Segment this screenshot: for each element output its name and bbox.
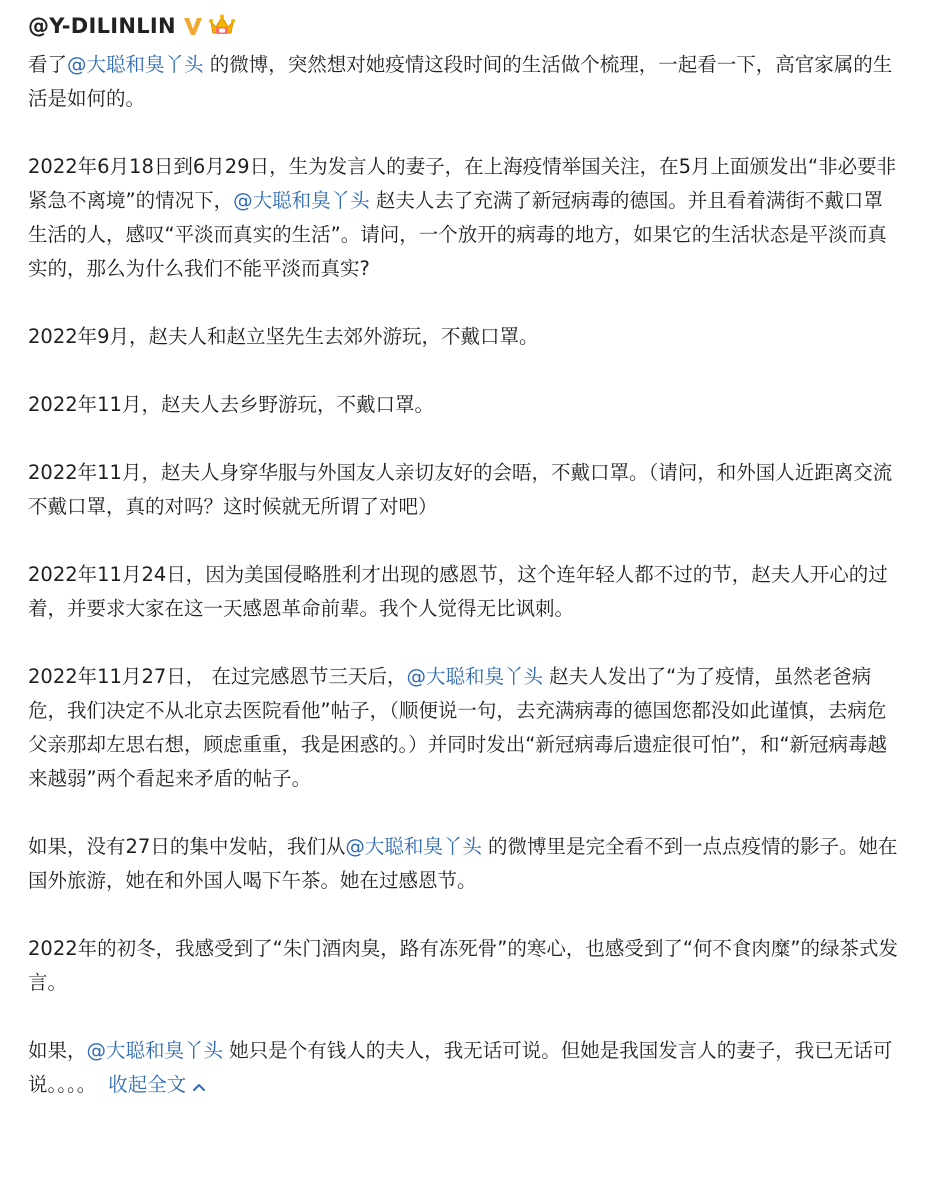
paragraph-7: [28, 660, 902, 796]
paragraph-text: 2022年11月27日， 在过完感恩节三天后，: [28, 665, 407, 688]
post-content: [28, 48, 902, 1103]
paragraph-8: [28, 830, 902, 898]
mention-link[interactable]: @大聪和臭丫头: [67, 53, 204, 76]
paragraph-6: 2022年11月24日，因为美国侵略胜利才出现的感恩节，这个连年轻人都不过的节，赵夫人开心的过着，并要求大家在这一天感恩革命前辈。我个人觉得无比讽刺。: [28, 563, 888, 620]
paragraph-text: 看了: [28, 53, 68, 76]
collapse-full-text-link[interactable]: [108, 1073, 206, 1096]
paragraph-text: 如果，: [28, 1039, 87, 1062]
chevron-up-icon[interactable]: [192, 1069, 206, 1103]
paragraph-text: 的微博，突然想对她疫情这段时间的生活做个梳理，一起看一下，高官家属的生活是如何的。: [28, 53, 893, 110]
mention-link[interactable]: @大聪和臭丫头: [233, 189, 370, 212]
paragraph-5: 2022年11月，赵夫人身穿华服与外国友人亲切友好的会晤，不戴口罩。（请问，和外国人近距离交流不戴口罩，真的对吗？这时候就无所谓了对吧）: [28, 461, 893, 518]
username-link[interactable]: @Y-DILINLIN: [28, 14, 176, 38]
paragraph-10: [28, 1034, 902, 1103]
mention-link[interactable]: @大聪和臭丫头: [345, 835, 482, 858]
paragraph-4: 2022年11月，赵夫人去乡野游玩，不戴口罩。: [28, 393, 434, 416]
paragraph-text: 她只是个有钱人的夫人，我无话可说。但她是我国发言人的妻子，我已无话可说。。。。: [28, 1039, 893, 1096]
mention-link[interactable]: @大聪和臭丫头: [86, 1039, 224, 1062]
paragraph-text: 赵夫人发出了“为了疫情，虽然老爸病危，我们决定不从北京去医院看他”帖子，（顺便说一句，去充满病毒的德国您都没如此谨慎，去病危父亲那却左思右想，顾虑重重，我是困惑的。）并同时发出“新冠病毒后遗症很可怕”，和“新冠病毒越来越弱”两个看起来矛盾的帖子。: [28, 665, 888, 790]
paragraph-9: 2022年的初冬，我感受到了“朱门酒肉臭，路有冻死骨”的寒心，也感受到了“何不食肉糜”的绿茶式发言。: [28, 937, 899, 994]
collapse-label[interactable]: 收起全文: [108, 1073, 187, 1096]
post-header: [28, 8, 902, 44]
crown-member-icon[interactable]: [208, 13, 236, 39]
paragraph-text: 2022年6月18日到6月29日，生为发言人的妻子，在上海疫情举国关注，在5月上面颁发出“非必要非紧急不离境”的情况下，: [28, 155, 897, 212]
mention-link[interactable]: @大聪和臭丫头: [406, 665, 543, 688]
paragraph-text: 的微博里是完全看不到一点点疫情的影子。她在国外旅游，她在和外国人喝下午茶。她在过感恩节。: [28, 835, 898, 892]
paragraph-text: 如果，没有27日的集中发帖，我们从: [28, 835, 346, 858]
paragraph-3: 2022年9月，赵夫人和赵立坚先生去郊外游玩，不戴口罩。: [28, 325, 539, 348]
paragraph-1: [28, 48, 902, 116]
paragraph-2: [28, 150, 902, 286]
verified-v-icon[interactable]: [182, 15, 204, 37]
paragraph-text: 赵夫人去了充满了新冠病毒的德国。并且看着满街不戴口罩生活的人，感叹“平淡而真实的生活”。请问，一个放开的病毒的地方，如果它的生活状态是平淡而真实的，那么为什么我们不能平淡而真实?: [28, 189, 887, 280]
